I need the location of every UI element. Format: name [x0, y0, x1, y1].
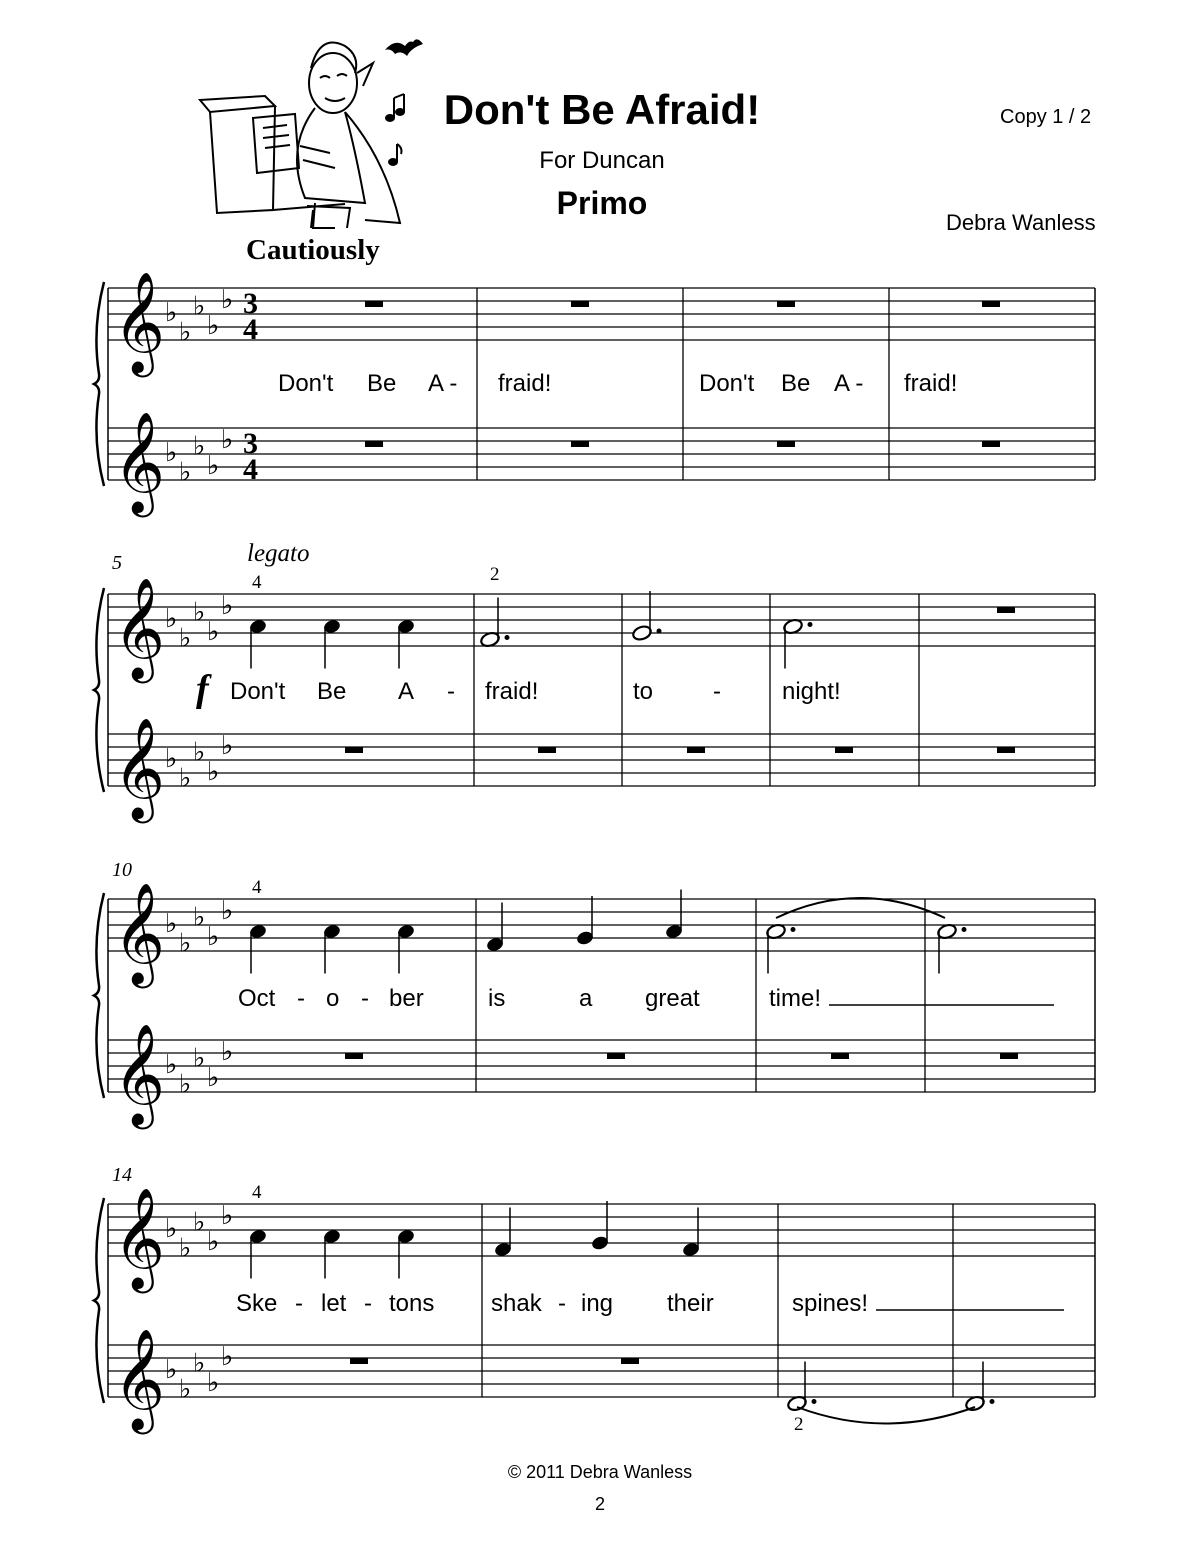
- system-4-lyrics: [236, 1290, 868, 1317]
- whole-rest: [345, 1053, 363, 1059]
- lyric: -: [361, 985, 369, 1012]
- augmentation-dot: [990, 1399, 995, 1404]
- flat-sign: ♭: [179, 457, 192, 488]
- lyric: their: [667, 1290, 714, 1317]
- whole-rest: [982, 441, 1000, 447]
- whole-rest: [831, 1053, 849, 1059]
- measure-number: 10: [112, 859, 132, 881]
- fingering: 2: [794, 1414, 804, 1435]
- lyric: A: [398, 678, 415, 705]
- flat-sign: ♭: [207, 311, 220, 341]
- lyric: shak: [491, 1290, 542, 1317]
- treble-clef: 𝄞: [113, 410, 166, 513]
- flat-sign: ♭: [221, 1201, 234, 1231]
- lyric: -: [297, 985, 305, 1012]
- lyric: Don't: [699, 370, 755, 397]
- augmentation-dot: [505, 635, 510, 640]
- tie: [797, 1407, 975, 1424]
- augmentation-dot: [808, 622, 813, 627]
- treble-clef: 𝄞: [113, 881, 166, 984]
- flat-sign: ♭: [207, 451, 220, 481]
- flat-sign: ♭: [193, 431, 206, 462]
- time-signature-top: 3: [243, 287, 258, 320]
- augmentation-dot: [791, 927, 796, 932]
- treble-clef: 𝄞: [113, 1186, 166, 1289]
- lyric: great: [645, 985, 700, 1012]
- treble-clef: 𝄞: [113, 1327, 166, 1430]
- fingering: 2: [490, 564, 500, 585]
- flat-sign: ♭: [193, 737, 206, 768]
- lyric: Oct: [238, 985, 276, 1012]
- whole-rest: [621, 1358, 639, 1364]
- flat-sign: ♭: [179, 317, 192, 348]
- whole-rest: [687, 747, 705, 753]
- whole-rest: [345, 747, 363, 753]
- whole-rest: [350, 1358, 368, 1364]
- tie: [776, 898, 945, 918]
- whole-rest: [365, 301, 383, 307]
- flat-sign: ♭: [193, 597, 206, 628]
- time-signature-bottom: 4: [243, 313, 258, 346]
- treble-clef: 𝄞: [113, 716, 166, 819]
- lyric: Be: [367, 370, 397, 397]
- flat-sign: ♭: [165, 744, 178, 774]
- fingering: 4: [252, 572, 262, 593]
- time-signature-top: 3: [243, 427, 258, 460]
- treble-clef: 𝄞: [113, 270, 166, 373]
- lyric: a: [579, 985, 593, 1012]
- whole-rest: [607, 1053, 625, 1059]
- brace: [94, 282, 104, 486]
- flat-sign: ♭: [221, 731, 234, 761]
- flat-sign: ♭: [179, 1069, 192, 1100]
- lyric: fraid!: [485, 678, 539, 705]
- flat-sign: ♭: [179, 1233, 192, 1264]
- lyric: night!: [782, 678, 841, 705]
- flat-sign: ♭: [193, 1207, 206, 1238]
- augmentation-dot: [657, 629, 662, 634]
- dedication: For Duncan: [539, 147, 665, 174]
- whole-rest: [538, 747, 556, 753]
- lyric: ing: [581, 1290, 614, 1317]
- flat-sign: ♭: [165, 438, 178, 468]
- flat-sign: ♭: [207, 922, 220, 952]
- flat-sign: ♭: [207, 617, 220, 647]
- time-signature-bottom: 4: [243, 453, 258, 486]
- composer-name: Debra Wanless: [946, 210, 1096, 235]
- flat-sign: ♭: [193, 1348, 206, 1379]
- lyric: is: [488, 985, 506, 1012]
- whole-rest: [982, 301, 1000, 307]
- flat-sign: ♭: [193, 1043, 206, 1074]
- tempo-marking: Cautiously: [246, 234, 380, 266]
- fingering: 4: [252, 1182, 262, 1203]
- copyright-notice: © 2011 Debra Wanless: [507, 1462, 693, 1482]
- flat-sign: ♭: [207, 1063, 220, 1093]
- flat-sign: ♭: [221, 591, 234, 621]
- lyric: let: [321, 1290, 347, 1317]
- dynamic-marking: f: [196, 668, 209, 710]
- lyric: fraid!: [498, 370, 552, 397]
- flat-sign: ♭: [165, 1355, 178, 1385]
- flat-sign: ♭: [165, 1214, 178, 1244]
- flat-sign: ♭: [221, 425, 234, 455]
- brace: [94, 588, 104, 792]
- flat-sign: ♭: [165, 909, 178, 939]
- flat-sign: ♭: [207, 757, 220, 787]
- lyric: to: [633, 678, 654, 705]
- whole-rest: [997, 607, 1015, 613]
- whole-rest: [571, 301, 589, 307]
- page-number: 2: [594, 1494, 605, 1514]
- lyric: Be: [781, 370, 811, 397]
- lyric: tons: [389, 1290, 435, 1317]
- brace: [94, 1198, 104, 1403]
- whole-rest: [1000, 1053, 1018, 1059]
- flat-sign: ♭: [165, 1050, 178, 1080]
- augmentation-dot: [962, 927, 967, 932]
- lyric: ber: [389, 985, 424, 1012]
- augmentation-dot: [812, 1399, 817, 1404]
- lyric: A -: [428, 370, 458, 397]
- flat-sign: ♭: [165, 604, 178, 634]
- brace: [94, 893, 104, 1098]
- system-1-lyrics: [278, 370, 957, 397]
- lyric: Be: [317, 678, 347, 705]
- lyric: -: [364, 1290, 372, 1317]
- flat-sign: ♭: [207, 1368, 220, 1398]
- flat-sign: ♭: [179, 928, 192, 959]
- expression-marking: legato: [247, 540, 310, 567]
- lyric: Don't: [278, 370, 334, 397]
- flat-sign: ♭: [193, 291, 206, 322]
- treble-clef: 𝄞: [113, 576, 166, 679]
- fingering: 4: [252, 877, 262, 898]
- lyric: -: [713, 678, 721, 705]
- lyric: Ske: [236, 1290, 278, 1317]
- flat-sign: ♭: [221, 896, 234, 926]
- whole-rest: [365, 441, 383, 447]
- lyric: -: [558, 1290, 566, 1317]
- system-2-lyrics: [230, 678, 841, 705]
- lyric: spines!: [792, 1290, 869, 1317]
- flat-sign: ♭: [221, 1342, 234, 1372]
- flat-sign: ♭: [179, 623, 192, 654]
- lyric: A -: [834, 370, 864, 397]
- flat-sign: ♭: [193, 902, 206, 933]
- flat-sign: ♭: [179, 763, 192, 794]
- flat-sign: ♭: [165, 298, 178, 328]
- lyric: -: [295, 1290, 303, 1317]
- lyric: Don't: [230, 678, 286, 705]
- copy-label: Copy 1 / 2: [1000, 106, 1092, 128]
- measure-number: 5: [112, 552, 122, 574]
- whole-rest: [777, 301, 795, 307]
- lyric: -: [447, 678, 455, 705]
- whole-rest: [777, 441, 795, 447]
- flat-sign: ♭: [221, 1037, 234, 1067]
- system-3-lyrics: [238, 985, 821, 1012]
- page-title: Don't Be Afraid!: [443, 86, 761, 133]
- whole-rest: [835, 747, 853, 753]
- part-name: Primo: [556, 185, 648, 221]
- whole-rest: [997, 747, 1015, 753]
- flat-sign: ♭: [207, 1227, 220, 1257]
- whole-rest: [571, 441, 589, 447]
- flat-sign: ♭: [179, 1374, 192, 1405]
- treble-clef: 𝄞: [113, 1022, 166, 1125]
- flat-sign: ♭: [221, 285, 234, 315]
- measure-number: 14: [112, 1164, 132, 1186]
- lyric: o: [326, 985, 340, 1012]
- lyric: fraid!: [904, 370, 958, 397]
- lyric: time!: [769, 985, 822, 1012]
